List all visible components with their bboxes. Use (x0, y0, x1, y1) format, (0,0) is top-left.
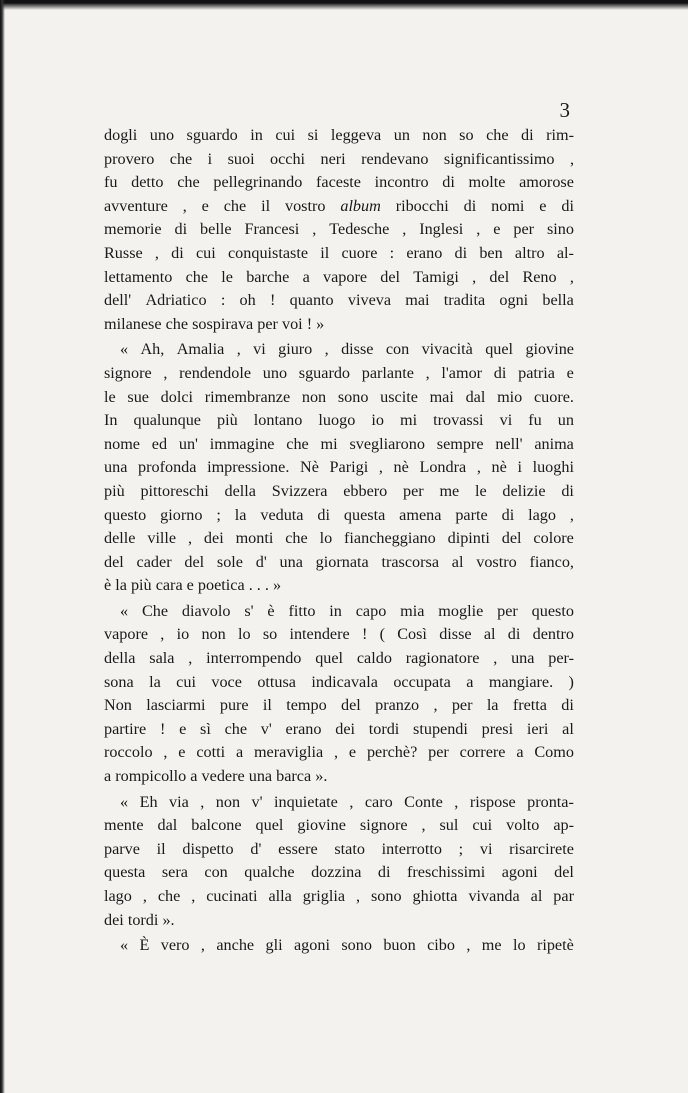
text-line: nome ed un' immagine che mi svegliarono sempre nell' anima (104, 434, 574, 453)
text-line: roccolo , e cotti a meraviglia , e perchè? per correre a Como (104, 743, 574, 762)
text-line: partire ! e sì che v' erano dei tordi stupendi presi ieri al (104, 719, 574, 738)
text-line: « Ah, Amalia , vi giuro , disse con vivacità quel giovine (120, 340, 574, 359)
text-line: provero che i suoi occhi neri rendevano significantissimo , (104, 149, 574, 168)
text-line: fu detto che pellegrinando faceste incontro di molte amorose (104, 173, 574, 192)
text-line: Non lasciarmi pure il tempo del pranzo , per la fretta di (104, 696, 574, 715)
text-line: « È vero , anche gli agoni sono buon cibo , me lo ripetè (120, 936, 574, 955)
text-line: lago , che , cucinati alla griglia , sono ghiotta vivanda al par (104, 887, 574, 905)
text-line: avventure , e che il vostro album ribocchi di nomi e di (104, 196, 574, 215)
text-line: delle ville , dei monti che lo fiancheggiano dipinti del colore (104, 529, 574, 548)
text-line: « Eh via , non v' inquietate , caro Conte , rispose pronta- (120, 792, 574, 811)
text-line: questa sera con qualche dozzina di freschissimi agoni del (104, 863, 574, 882)
text-line: dogli uno sguardo in cui si leggeva un non so che di rim- (104, 126, 574, 144)
text-line: mente dal balcone quel giovine signore , sul cui volto ap- (104, 816, 574, 835)
text-line: Russe , di cui conquistaste il cuore : erano di ben altro al- (104, 243, 574, 262)
body-text (104, 124, 574, 958)
text-line: In qualunque più lontano luogo io mi trovassi vi fu un (104, 411, 574, 430)
text-line: parve il dispetto d' essere stato interrotto ; vi risarcirete (104, 839, 574, 858)
text-line: dell' Adriatico : oh ! quanto viveva mai tradita ogni bella (104, 291, 574, 310)
page-left-edge-shadow (0, 0, 5, 1093)
text-line: della sala , interrompendo quel caldo ragionatore , una per- (104, 649, 574, 668)
text-line: vapore , io non lo so intendere ! ( Così disse al di dentro (104, 625, 574, 644)
text-line: le sue dolci rimembranze non sono uscite mai dal mio cuore. (104, 387, 574, 406)
page-top-edge-shadow (0, 0, 688, 10)
text-line: memorie di belle Francesi , Tedesche , Inglesi , e per sino (104, 220, 574, 239)
text-line: milanese che sospirava per voi ! » (104, 314, 325, 333)
text-line: questo giorno ; la veduta di questa amena parte di lago , (104, 505, 574, 524)
text-line: è la più cara e poetica . . . » (104, 576, 282, 595)
text-line: dei tordi ». (104, 910, 175, 929)
page-number: 3 (559, 98, 570, 122)
text-line: una profonda impressione. Nè Parigi , nè Londra , nè i luoghi (104, 458, 574, 477)
text-line: più pittoreschi della Svizzera ebbero per me le delizie di (104, 481, 574, 500)
text-line: del cader del sole d' una giornata trascorsa al vostro fianco, (104, 552, 574, 571)
text-line: a rompicollo a vedere una barca ». (104, 767, 328, 786)
text-line: « Che diavolo s' è fitto in capo mia moglie per questo (120, 601, 574, 620)
text-line: signore , rendendole uno sguardo parlante , l'amor di patria e (104, 363, 574, 382)
text-line: sona la cui voce ottusa indicavala occupata a mangiare. ) (104, 672, 574, 691)
text-line: lettamento che le barche a vapore del Tamigi , del Reno , (104, 267, 574, 286)
